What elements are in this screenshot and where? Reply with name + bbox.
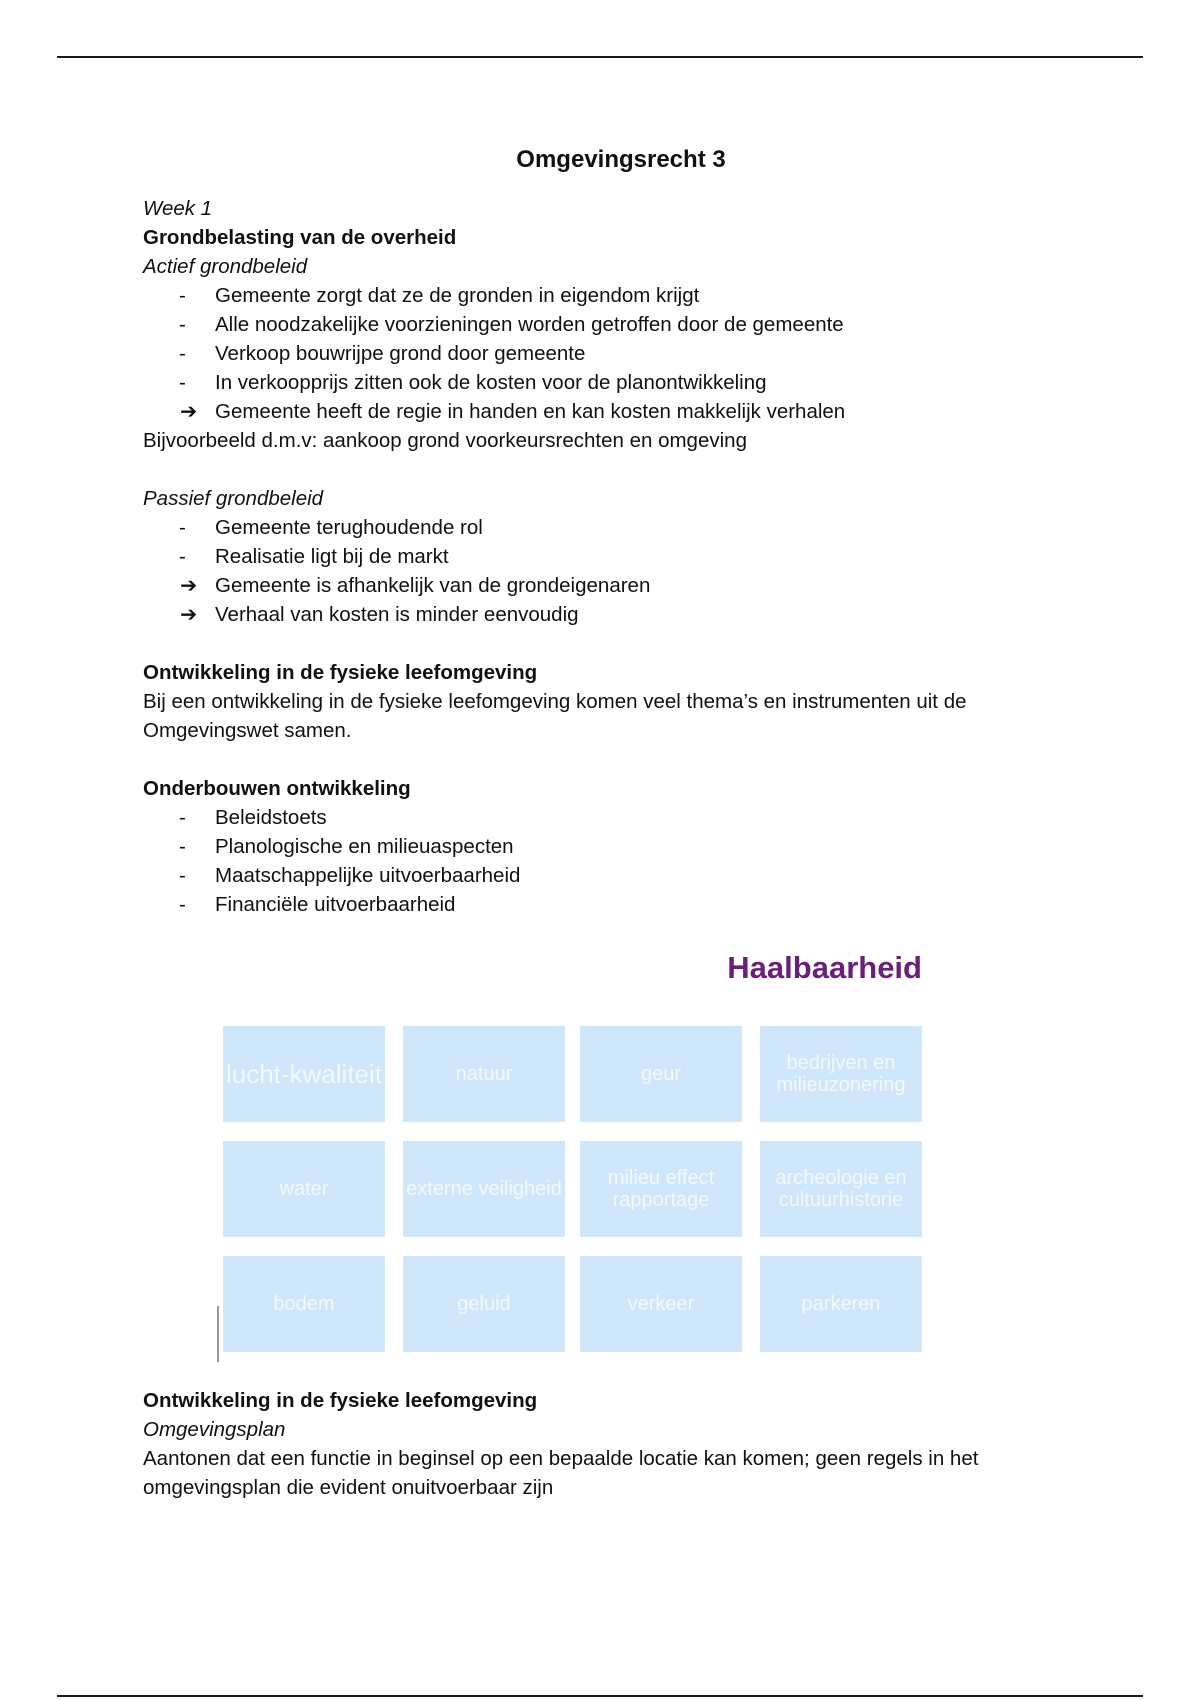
list-item-text: Gemeente heeft de regie in handen en kan kosten makkelijk verhalen — [215, 400, 846, 423]
tile-verkeer: verkeer — [580, 1256, 742, 1352]
list-item-text: Realisatie ligt bij de markt — [215, 545, 449, 568]
list-item — [143, 310, 1083, 339]
list-onderbouwen — [143, 803, 1083, 919]
list-item-text: In verkoopprijs zitten ook de kosten voor de planontwikkeling — [215, 371, 767, 394]
dash-bullet: - — [179, 313, 186, 336]
tile-luchtkwaliteit: lucht-kwaliteit — [223, 1026, 385, 1122]
list-item — [143, 832, 1083, 861]
section-heading-ontwikkeling-2: Ontwikkeling in de fysieke leefomgeving — [143, 1389, 538, 1412]
spacer — [143, 629, 1083, 658]
arrow-right-icon: ➔ — [180, 400, 198, 423]
document-page — [143, 140, 1083, 1502]
tile-parkeren: parkeren — [760, 1256, 922, 1352]
list-item-text: Alle noodzakelijke voorzieningen worden getroffen door de gemeente — [215, 313, 844, 336]
subheading-passief: Passief grondbeleid — [143, 487, 324, 510]
bottom-rule — [57, 1695, 1143, 1697]
list-item-text: Gemeente terughoudende rol — [215, 516, 483, 539]
figure-title: Haalbaarheid — [727, 950, 922, 985]
list-item-text: Planologische en milieuaspecten — [215, 835, 514, 858]
dash-bullet: - — [179, 516, 186, 539]
tile-water: water — [223, 1141, 385, 1237]
list-item — [143, 339, 1083, 368]
list-item-text: Beleidstoets — [215, 806, 327, 829]
list-item — [143, 542, 1083, 571]
list-item — [143, 513, 1083, 542]
figure-edge-line — [217, 1306, 219, 1362]
paragraph-ontwikkeling: Bij een ontwikkeling in de fysieke leefomgeving komen veel thema’s en instrumenten uit de Omgevingswet samen. — [143, 690, 967, 742]
top-rule — [57, 56, 1143, 58]
list-item-text: Verkoop bouwrijpe grond door gemeente — [215, 342, 586, 365]
dash-bullet: - — [179, 371, 186, 394]
list-item-text: Gemeente is afhankelijk van de grondeigenaren — [215, 574, 651, 597]
list-passief — [143, 513, 1083, 629]
tile-bedrijven: bedrijven en milieuzonering — [760, 1026, 922, 1122]
list-item — [143, 600, 1083, 629]
dash-bullet: - — [179, 284, 186, 307]
dash-bullet: - — [179, 864, 186, 887]
list-item — [143, 803, 1083, 832]
paragraph-omgevingsplan: Aantonen dat een functie in beginsel op een bepaalde locatie kan komen; geen regels in het omgevingsplan die evident onuitvoerbaar zijn — [143, 1447, 979, 1499]
tile-geur: geur — [580, 1026, 742, 1122]
list-item-text: Verhaal van kosten is minder eenvoudig — [215, 603, 579, 626]
list-item — [143, 890, 1083, 919]
arrow-right-icon: ➔ — [180, 574, 198, 597]
list-item — [143, 281, 1083, 310]
note-voorbeeld: Bijvoorbeeld d.m.v: aankoop grond voorkeursrechten en omgeving — [143, 429, 747, 452]
dash-bullet: - — [179, 545, 186, 568]
tile-externe-veiligheid: externe veiligheid — [403, 1141, 565, 1237]
document-title: Omgevingsrecht 3 — [516, 146, 726, 173]
arrow-right-icon: ➔ — [180, 603, 198, 626]
week-label: Week 1 — [143, 197, 213, 220]
haalbaarheid-figure — [217, 946, 952, 1356]
subheading-omgevingsplan: Omgevingsplan — [143, 1418, 286, 1441]
dash-bullet: - — [179, 893, 186, 916]
tile-archeologie: archeologie en cultuurhistorie — [760, 1141, 922, 1237]
list-item — [143, 571, 1083, 600]
spacer — [143, 455, 1083, 484]
section-heading-grondbeleid: Grondbelasting van de overheid — [143, 226, 457, 249]
list-item — [143, 861, 1083, 890]
tile-natuur: natuur — [403, 1026, 565, 1122]
tile-bodem: bodem — [223, 1256, 385, 1352]
spacer — [143, 745, 1083, 774]
list-actief — [143, 281, 1083, 426]
tile-geluid: geluid — [403, 1256, 565, 1352]
dash-bullet: - — [179, 835, 186, 858]
dash-bullet: - — [179, 342, 186, 365]
section-heading-ontwikkeling: Ontwikkeling in de fysieke leefomgeving — [143, 661, 538, 684]
list-item — [143, 397, 1083, 426]
list-item — [143, 368, 1083, 397]
list-item-text: Gemeente zorgt dat ze de gronden in eigendom krijgt — [215, 284, 700, 307]
list-item-text: Financiële uitvoerbaarheid — [215, 893, 456, 916]
list-item-text: Maatschappelijke uitvoerbaarheid — [215, 864, 521, 887]
subheading-actief: Actief grondbeleid — [143, 255, 308, 278]
tile-milieu-effect: milieu effect rapportage — [580, 1141, 742, 1237]
section-heading-onderbouwen: Onderbouwen ontwikkeling — [143, 777, 411, 800]
dash-bullet: - — [179, 806, 186, 829]
